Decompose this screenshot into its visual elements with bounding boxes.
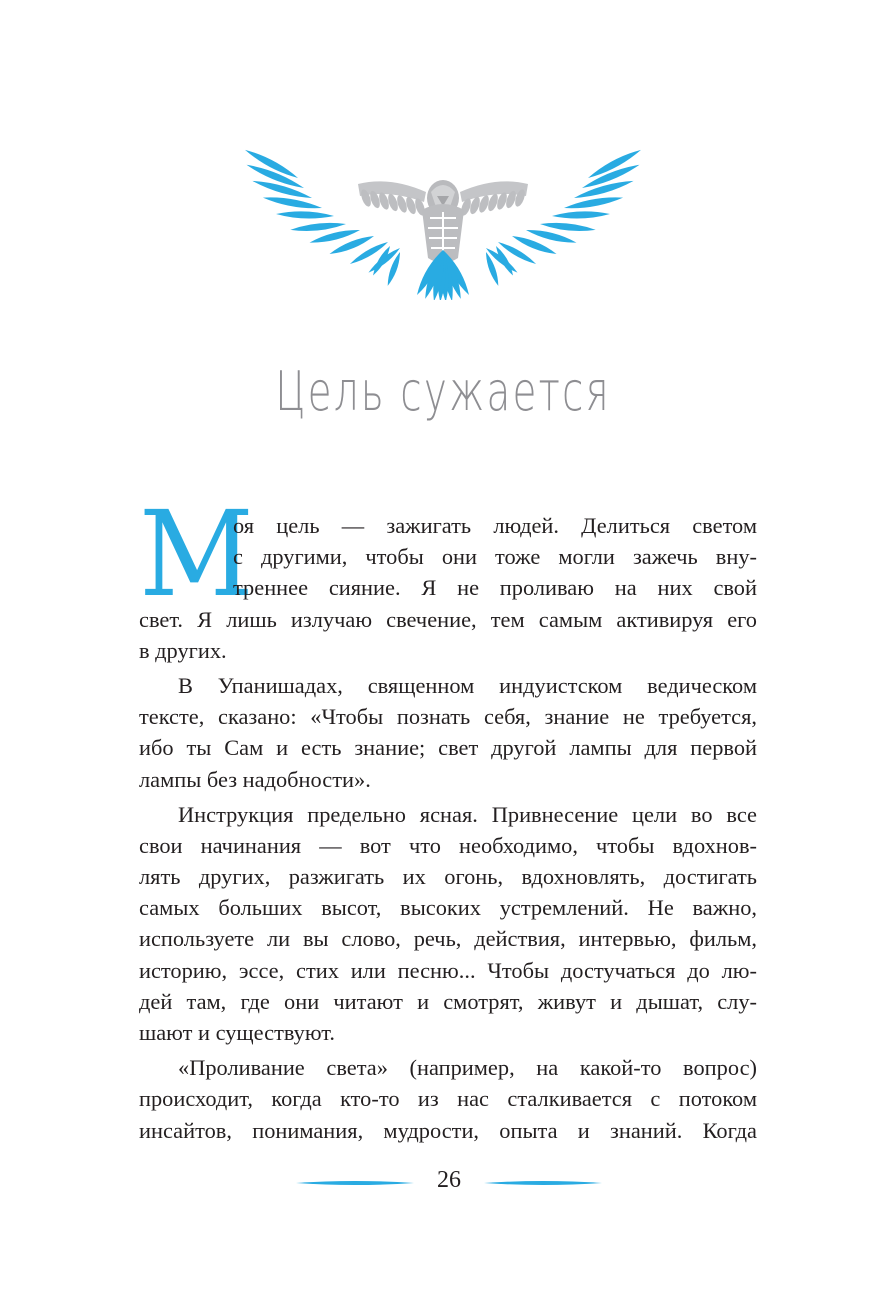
text-line: с другими, чтобы они тоже могли зажечь вну- xyxy=(233,544,757,570)
page-number: 26 xyxy=(437,1167,461,1193)
text-line: «Проливание света» (например, на какой-то вопрос) xyxy=(178,1055,757,1081)
text-line: треннее сияние. Я не проливаю на них свой xyxy=(233,575,757,601)
text-line: тексте, сказано: «Чтобы познать себя, знание не требуется, xyxy=(139,704,757,730)
text-line: ибо ты Сам и есть знание; свет другой лампы для первой xyxy=(139,735,757,761)
text-line: оя цель — зажигать людей. Делиться светом xyxy=(233,513,757,538)
text-line: лампы без надобности». xyxy=(139,766,371,792)
text-line: используете ли вы слово, речь, действия, интервью, фильм, xyxy=(139,926,757,952)
eagle-icon xyxy=(240,140,646,300)
chapter-title: Цель сужается xyxy=(275,360,611,423)
ornament-rule-right xyxy=(484,1180,602,1186)
text-line: лять других, разжигать их огонь, вдохновлять, достигать xyxy=(139,864,757,890)
text-line: шают и существуют. xyxy=(139,1020,336,1045)
text-line: В Упанишадах, священном индуистском ведическом xyxy=(178,672,757,698)
text-line: самых больших высот, высоких устремлений. Не важно, xyxy=(139,895,757,921)
drop-cap: М xyxy=(139,485,254,623)
text-line: дей там, где они читают и смотрят, живут и дышат, слу- xyxy=(139,988,757,1014)
text-line: свет. Я лишь излучаю свечение, тем самым активируя его xyxy=(139,606,757,632)
page-footer xyxy=(296,1165,602,1201)
text-line: свои начинания — вот что необходимо, чтобы вдохнов- xyxy=(139,832,757,858)
body-text xyxy=(139,510,757,1146)
text-line: Инструкция предельно ясная. Привнесение цели во все xyxy=(178,801,757,827)
text-line: происходит, когда кто-то из нас сталкивается с потоком xyxy=(139,1086,757,1112)
text-line: в других. xyxy=(139,637,227,663)
text-line: историю, эссе, стих или песню... Чтобы достучаться до лю- xyxy=(139,957,757,983)
text-line: инсайтов, понимания, мудрости, опыта и знаний. Когда xyxy=(139,1117,757,1143)
